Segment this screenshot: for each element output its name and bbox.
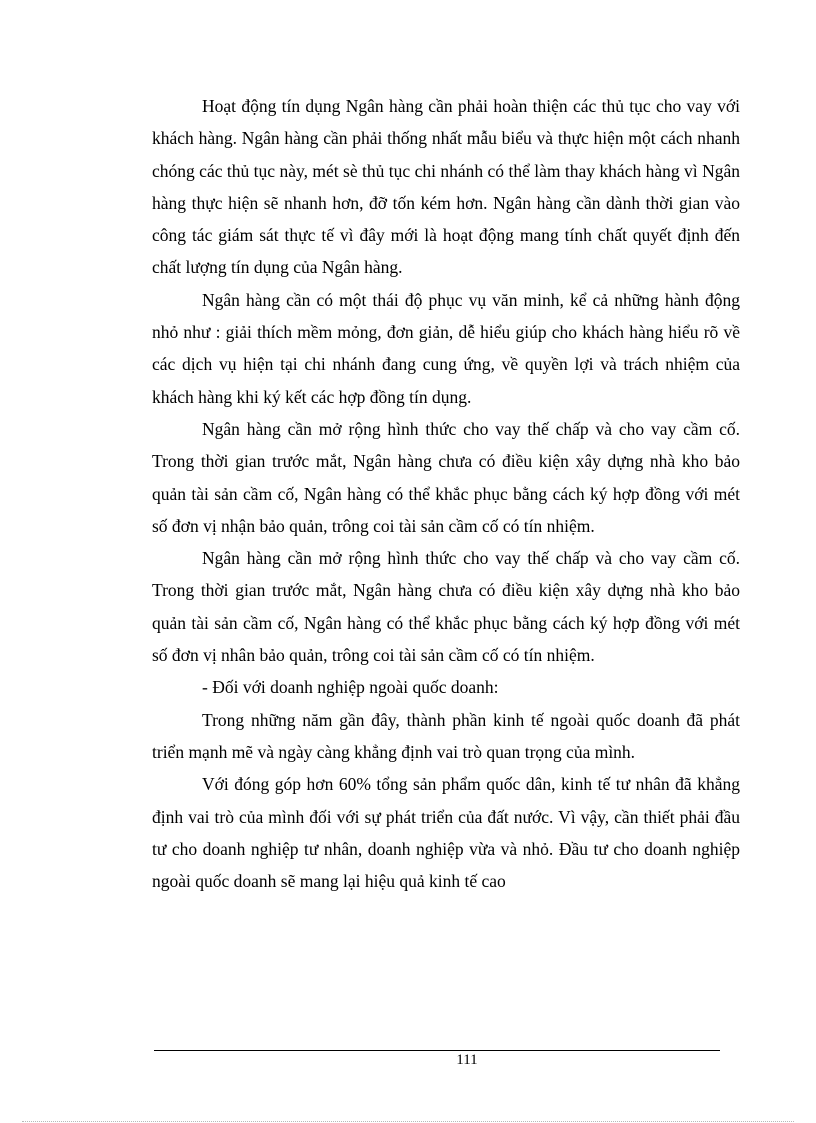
paragraph-collateral-lending: Ngân hàng cần mở rộng hình thức cho vay thế chấp và cho vay cầm cố. Trong thời gian trước mắt, Ngân hàng chưa có điều kiện xây dựng nhà kho bảo quản tài sản cầm cố, Ngân hàng có thể khắc phục bằng cách ký hợp đồng với mét số đơn vị nhận bảo quản, trông coi tài sản cầm cố có tín nhiệm. xyxy=(152,418,740,536)
paragraph-private-economy: Với đóng góp hơn 60% tổng sản phẩm quốc dân, kinh tế tư nhân đã khẳng định vai trò của mình đối với sự phát triển của đất nước. Vì vậy, cần thiết phải đầu tư cho doanh nghiệp tư nhân, doanh nghiệp vừa và nhỏ. Đầu tư cho doanh nghiệp ngoài quốc doanh sẽ mang lại hiệu quả kinh tế cao xyxy=(152,774,740,892)
paragraph-service-attitude: Ngân hàng cần có một thái độ phục vụ văn minh, kể cả những hành động nhỏ như : giải thích mềm mỏng, đơn giản, dễ hiểu giúp cho khách hàng hiểu rõ về các dịch vụ hiện tại chi nhánh đang cung ứng, về quyền lợi và trách nhiệm của khách hàng khi ký kết các hợp đồng tín dụng. xyxy=(152,289,740,407)
paragraph-collateral-lending-repeat: Ngân hàng cần mở rộng hình thức cho vay thế chấp và cho vay cầm cố. Trong thời gian trước mắt, Ngân hàng chưa có điều kiện xây dựng nhà kho bảo quản tài sản cầm cố, Ngân hàng có thể khắc phục bằng cách ký hợp đồng với mét số đơn vị nhân bảo quản, trông coi tài sản cầm cố có tín nhiệm. xyxy=(152,548,740,666)
page-bottom-edge xyxy=(22,1121,794,1122)
page-body xyxy=(152,90,740,897)
page-number: 111 xyxy=(456,1052,478,1068)
section-bullet-non-state-enterprises: - Đối với doanh nghiệp ngoài quốc doanh: xyxy=(202,677,499,698)
paragraph-credit-procedures: Hoạt động tín dụng Ngân hàng cần phải hoàn thiện các thủ tục cho vay với khách hàng. Ngân hàng cần phải thống nhất mẫu biểu và thực hiện một cách nhanh chóng các thủ tục này, mét sè thủ tục chi nhánh có thể làm thay khách hàng vì Ngân hàng thực hiện sẽ nhanh hơn, đỡ tốn kém hơn. Ngân hàng cần dành thời gian vào công tác giám sát thực tế vì đây mới là hoạt động mang tính chất quyết định đến chất lượng tín dụng của Ngân hàng. xyxy=(152,96,740,278)
paragraph-non-state-sector: Trong những năm gần đây, thành phần kinh tế ngoài quốc doanh đã phát triển mạnh mẽ và ngày càng khẳng định vai trò quan trọng của mình. xyxy=(152,709,740,762)
